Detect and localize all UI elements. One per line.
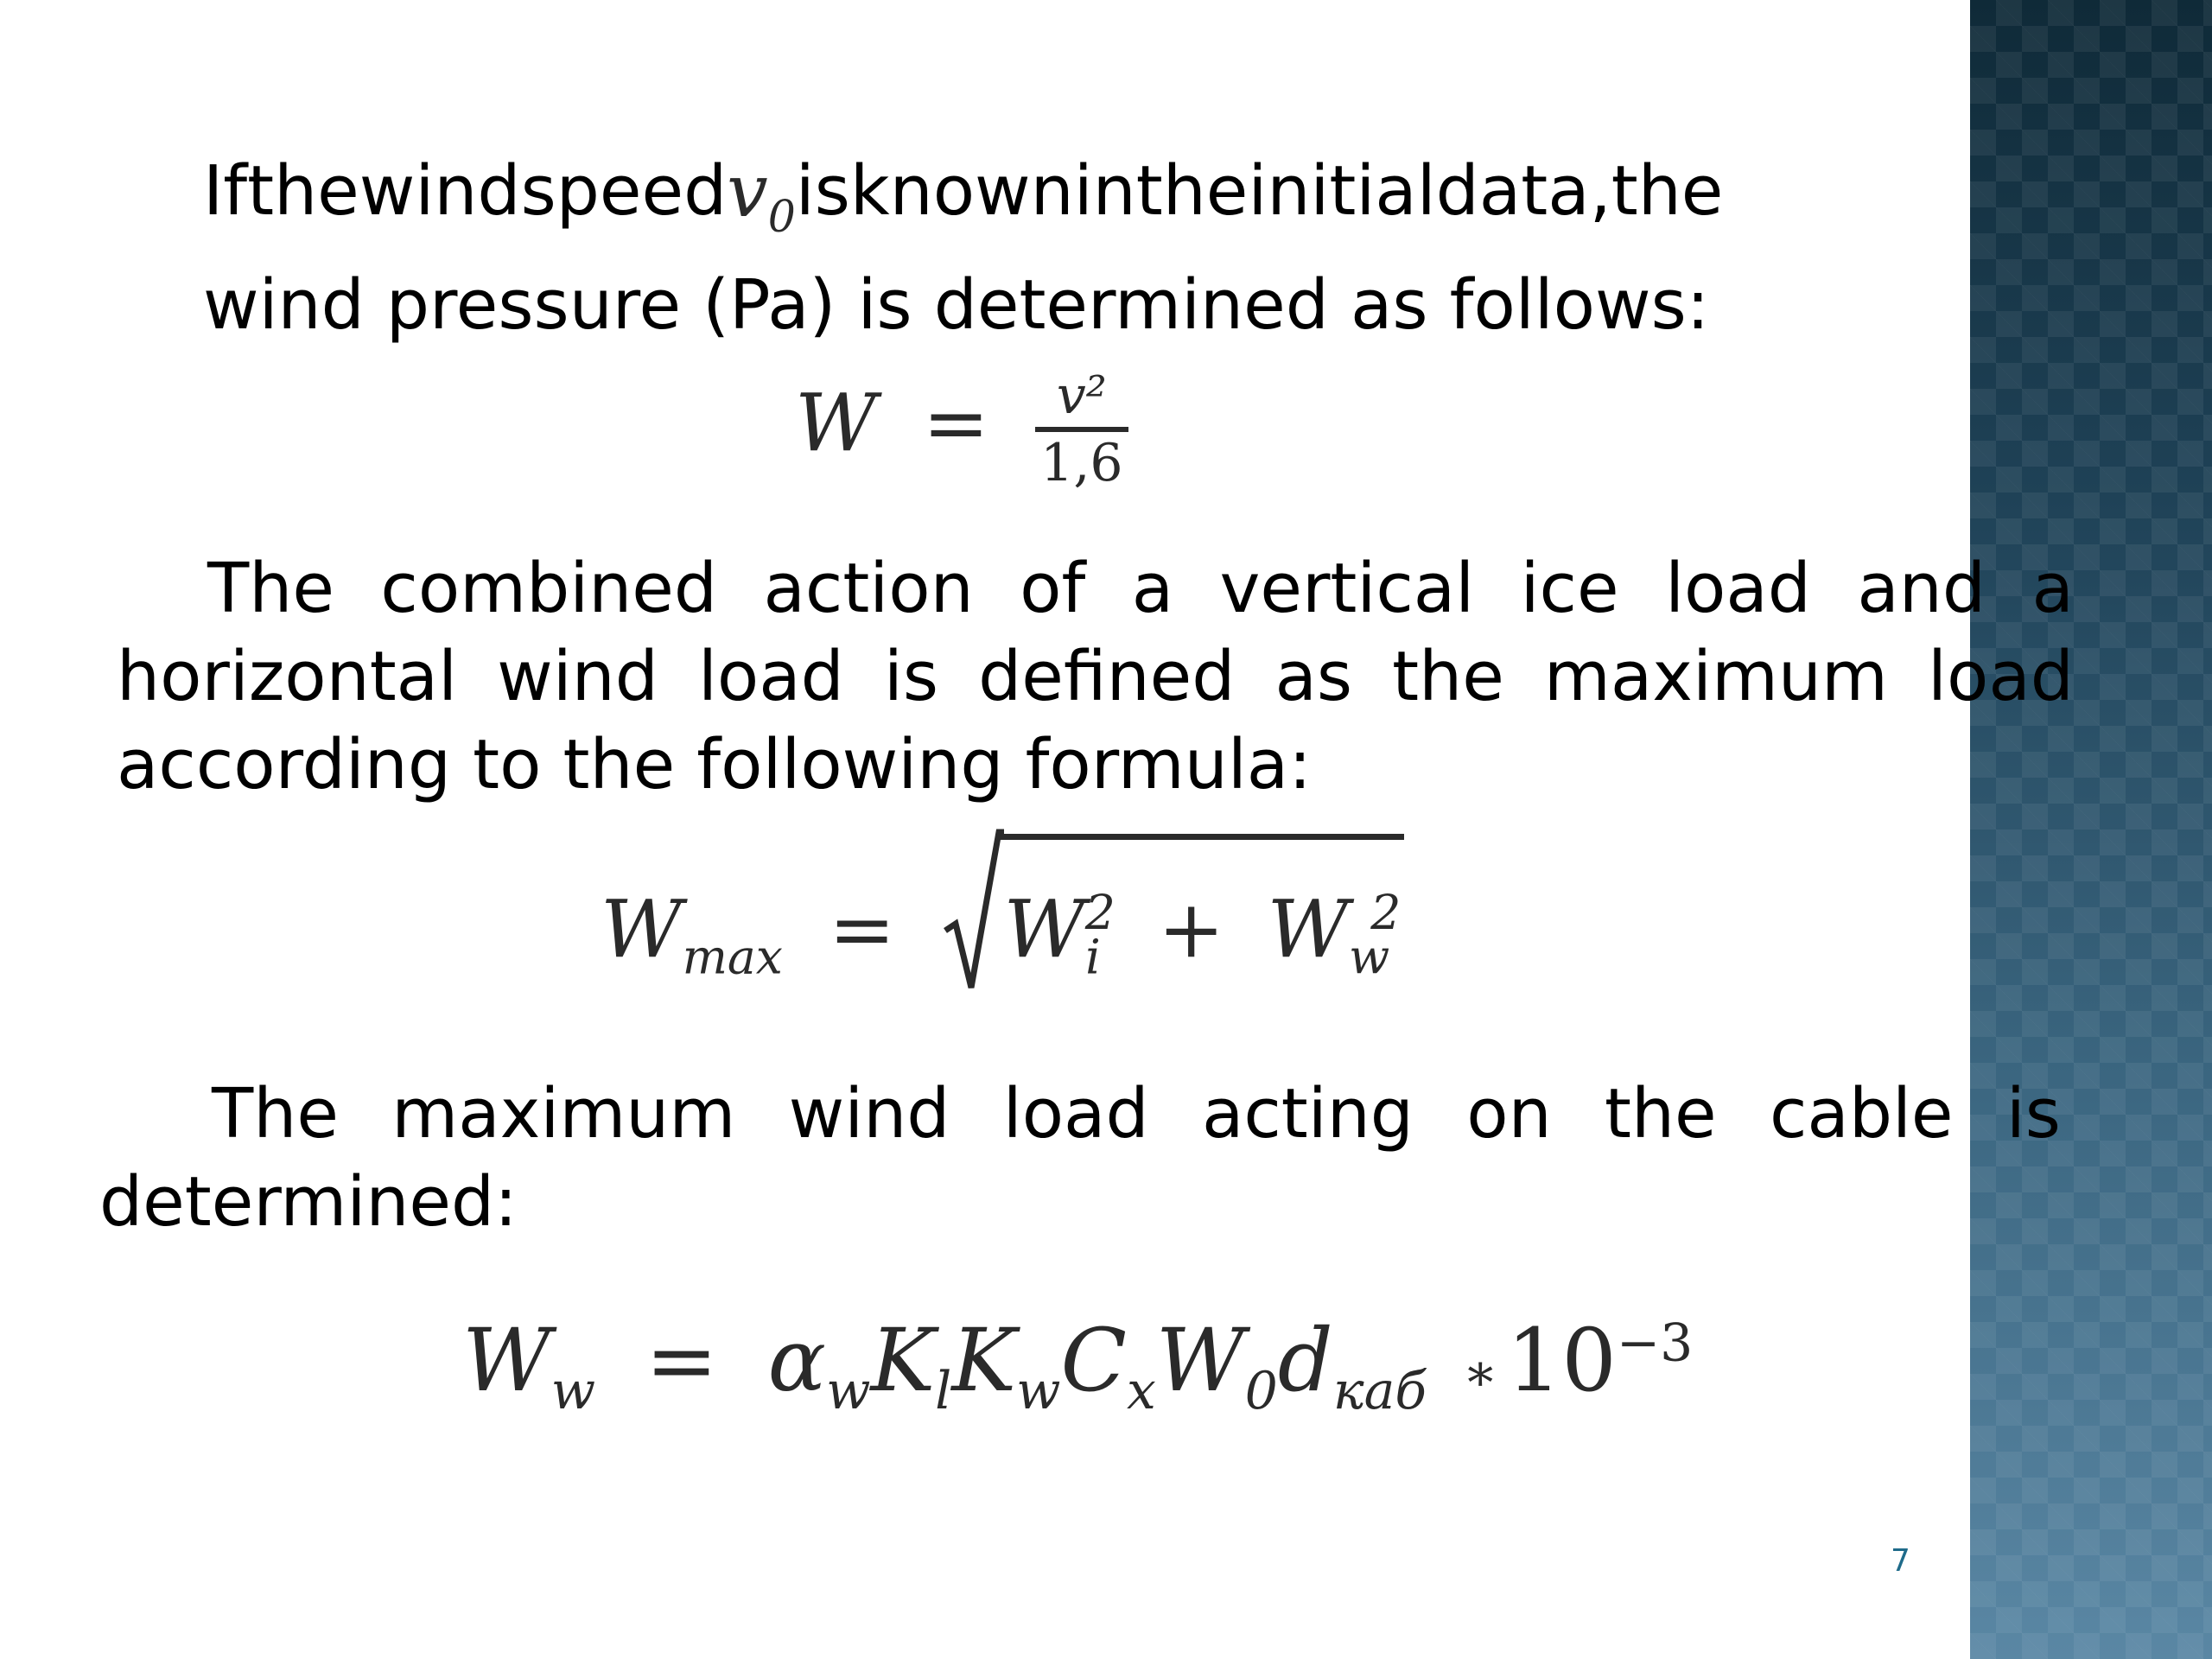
paragraph-max-wind-load — [99, 1070, 2061, 1246]
word: a — [1131, 549, 1174, 628]
symbol-k: K — [951, 1310, 1017, 1412]
word: combined — [380, 549, 718, 628]
factor-w0 — [1155, 1310, 1278, 1422]
word: defined — [978, 637, 1236, 716]
term-ww — [1267, 882, 1402, 986]
word: The — [207, 549, 334, 628]
factor-kl — [870, 1310, 952, 1422]
word: cable — [1769, 1074, 1954, 1154]
word: wind — [788, 1074, 950, 1154]
paragraph-wind-pressure — [203, 147, 1724, 349]
word: as — [1274, 637, 1353, 716]
symbol-w: W — [601, 882, 683, 976]
paragraph-line — [203, 147, 1724, 261]
word: the — [1392, 637, 1504, 716]
symbol-c: C — [1060, 1310, 1127, 1412]
word: in — [1073, 151, 1136, 231]
subscript: l — [935, 1361, 952, 1422]
symbol-alpha: α — [767, 1310, 827, 1412]
paragraph-line — [117, 544, 2074, 632]
fraction-numerator: v² — [1035, 365, 1128, 432]
symbol-subscript: 0 — [767, 190, 796, 242]
paragraph-line — [99, 1070, 2061, 1158]
paragraph-combined-action — [117, 544, 2074, 809]
word: horizontal — [117, 637, 458, 716]
word: is — [883, 637, 939, 716]
square-root — [942, 834, 1405, 1031]
decorative-side-panel — [1970, 0, 2212, 1659]
subscript-w: w — [1349, 930, 1390, 986]
word: initial — [1248, 151, 1436, 231]
factor-alpha — [767, 1310, 871, 1422]
word: the — [1611, 151, 1724, 231]
word: the — [247, 151, 359, 231]
exponent: 2 — [1370, 886, 1402, 941]
word: wind — [359, 151, 521, 231]
fraction — [1035, 365, 1128, 494]
page-number: 7 — [1891, 1543, 1910, 1579]
word: wind — [497, 637, 658, 716]
symbol-w: W — [1003, 882, 1086, 976]
factor-cx — [1060, 1310, 1156, 1422]
word: data, — [1435, 151, 1611, 231]
word: vertical — [1219, 549, 1475, 628]
paragraph-line: according to the following formula: — [117, 725, 1312, 804]
word: The — [212, 1074, 339, 1154]
equals-sign: = — [645, 1310, 718, 1412]
factor-d — [1277, 1310, 1427, 1422]
formula-wind-pressure — [795, 346, 1128, 501]
subscript-i: i — [1085, 930, 1101, 986]
exponent: 2 — [1084, 886, 1116, 941]
multiply-sign: ∗ — [1462, 1343, 1498, 1404]
side-panel-pattern — [1970, 0, 2212, 1659]
power-of-ten — [1507, 1310, 1694, 1411]
word: known — [849, 151, 1074, 231]
subscript-w: w — [550, 1361, 596, 1422]
plus-sign: + — [1158, 882, 1225, 976]
wind-speed-symbol — [727, 147, 796, 261]
word: speed — [520, 151, 728, 231]
word: load — [1002, 1074, 1149, 1154]
subscript-max: max — [682, 930, 783, 986]
word: is — [2005, 1074, 2061, 1154]
symbol-w: W — [1155, 1310, 1245, 1412]
formula-wind-load-cable — [462, 1270, 1693, 1465]
word: is — [795, 151, 850, 231]
word: load — [697, 637, 844, 716]
paragraph-line: wind pressure (Pa) is determined as follows: — [203, 264, 1710, 345]
word: If — [203, 151, 248, 231]
word: the — [1135, 151, 1249, 231]
radicand — [995, 834, 1405, 1031]
symbol-d: d — [1277, 1310, 1333, 1412]
word: and — [1857, 549, 1986, 628]
formula-lhs: W — [795, 377, 877, 469]
subscript: 0 — [1244, 1361, 1278, 1422]
word: action — [763, 549, 974, 628]
base: 10 — [1506, 1310, 1617, 1412]
word: maximum — [391, 1074, 736, 1154]
word: of — [1020, 549, 1086, 628]
subscript: w — [1016, 1361, 1061, 1422]
equals-sign: = — [829, 882, 896, 976]
subscript: каб — [1332, 1361, 1427, 1422]
symbol-k: K — [870, 1310, 936, 1412]
paragraph-line: determined: — [99, 1162, 518, 1242]
term-wi — [1003, 882, 1116, 986]
word: ice — [1520, 549, 1619, 628]
symbol-w: W — [462, 1310, 551, 1412]
exponent: −3 — [1616, 1313, 1694, 1374]
fraction-denominator: 1,6 — [1040, 433, 1123, 494]
word: on — [1466, 1074, 1552, 1154]
paragraph-line — [117, 632, 2074, 721]
symbol-v: v — [727, 149, 768, 233]
subscript: x — [1126, 1361, 1156, 1422]
formula-lhs — [601, 882, 783, 986]
word: load — [1665, 549, 1811, 628]
formula-lhs — [462, 1310, 596, 1422]
radical-sign-icon — [942, 827, 1004, 1000]
equals-sign: = — [922, 377, 989, 469]
word: the — [1605, 1074, 1717, 1154]
subscript: w — [826, 1361, 871, 1422]
word: a — [2031, 549, 2074, 628]
word: acting — [1201, 1074, 1414, 1154]
factor-kw — [951, 1310, 1061, 1422]
formula-maximum-load — [601, 834, 1404, 1044]
symbol-w: W — [1267, 882, 1350, 976]
word: maximum — [1543, 637, 1888, 716]
word: load — [1928, 637, 2074, 716]
